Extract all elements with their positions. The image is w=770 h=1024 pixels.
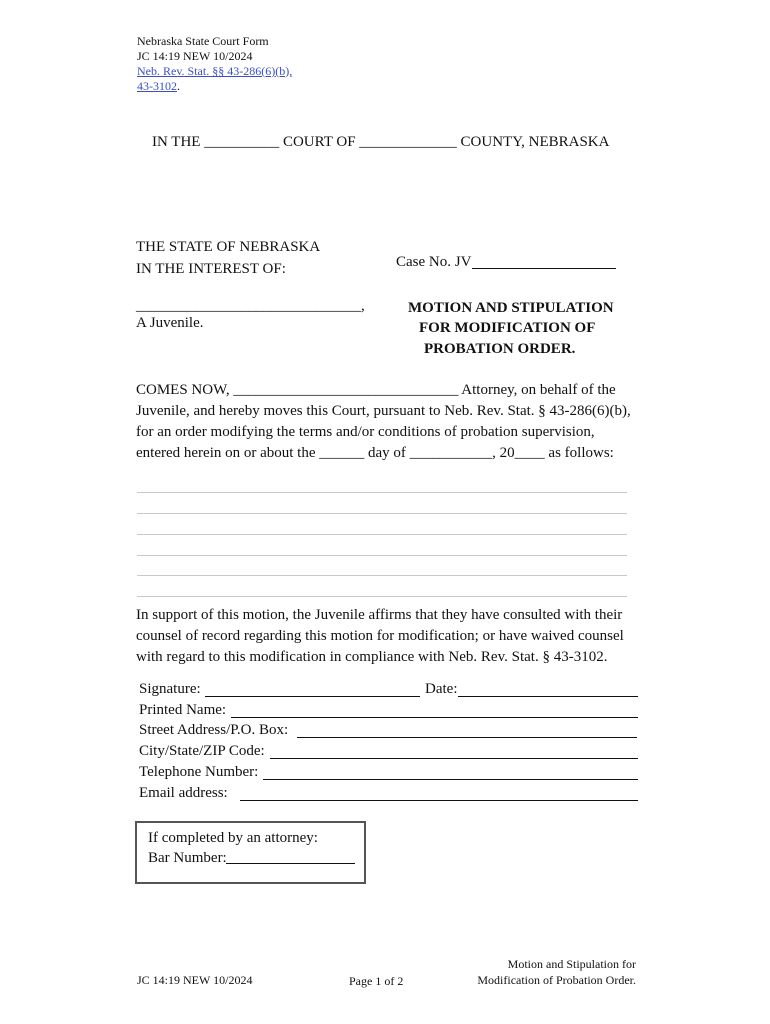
statute-link-text-2[interactable]: 43-3102 — [137, 79, 177, 93]
modification-line-4[interactable] — [137, 555, 627, 556]
footer-form-id: JC 14:19 NEW 10/2024 — [137, 973, 253, 987]
footer-page-number: Page 1 of 2 — [349, 974, 404, 988]
motion-text-line-4: entered herein on or about the ______ day of ___________, 20____ as follows: — [136, 445, 614, 461]
juvenile-label: A Juvenile. — [136, 315, 204, 331]
support-text-line-2: counsel of record regarding this motion for modification; or have waived counsel — [136, 628, 624, 644]
bar-number-line[interactable] — [226, 863, 355, 864]
footer-title-line-2: Modification of Probation Order. — [477, 973, 636, 987]
statute-link-2-row[interactable] — [137, 79, 180, 94]
caption-interest: IN THE INTEREST OF: — [136, 261, 286, 277]
modification-line-2[interactable] — [137, 513, 627, 514]
juvenile-name-blank[interactable]: ______________________________, — [136, 298, 365, 314]
motion-text-line-2: Juvenile, and hereby moves this Court, pursuant to Neb. Rev. Stat. § 43-286(6)(b), — [136, 403, 631, 419]
printed-name-label: Printed Name: — [139, 702, 227, 718]
signature-label: Signature: — [139, 681, 201, 697]
support-text-line-1: In support of this motion, the Juvenile affirms that they have consulted with their — [136, 607, 623, 623]
modification-line-5[interactable] — [137, 575, 627, 576]
modification-line-1[interactable] — [137, 492, 627, 493]
date-line[interactable] — [458, 696, 638, 697]
street-address-label: Street Address/P.O. Box: — [139, 722, 289, 738]
motion-text-line-1: COMES NOW, ______________________________ Attorney, on behalf of the — [136, 382, 616, 398]
telephone-label: Telephone Number: — [139, 764, 259, 780]
email-label: Email address: — [139, 785, 228, 801]
attorney-box-heading: If completed by an attorney: — [148, 830, 318, 846]
title-line-2: FOR MODIFICATION OF — [419, 320, 596, 336]
case-number-label: Case No. JV — [396, 254, 472, 270]
title-line-1: MOTION AND STIPULATION — [408, 300, 614, 316]
printed-name-line[interactable] — [231, 717, 638, 718]
telephone-line[interactable] — [263, 779, 638, 780]
date-label: Date: — [425, 681, 458, 697]
city-state-zip-label: City/State/ZIP Code: — [139, 743, 265, 759]
form-header-court-form: Nebraska State Court Form — [137, 34, 269, 48]
title-line-3: PROBATION ORDER. — [424, 341, 576, 357]
case-number-line[interactable] — [472, 268, 616, 269]
motion-text-line-3: for an order modifying the terms and/or conditions of probation supervision, — [136, 424, 595, 440]
street-address-line[interactable] — [297, 737, 637, 738]
statute-link-text-1[interactable]: Neb. Rev. Stat. §§ 43-286(6)(b), — [137, 64, 293, 78]
bar-number-label: Bar Number: — [148, 850, 227, 866]
statute-suffix: . — [177, 79, 180, 93]
support-text-line-3: with regard to this modification in compliance with Neb. Rev. Stat. § 43-3102. — [136, 649, 608, 665]
city-state-zip-line[interactable] — [270, 758, 638, 759]
signature-line[interactable] — [205, 696, 420, 697]
court-line: IN THE __________ COURT OF _____________ COUNTY, NEBRASKA — [152, 134, 610, 150]
email-line[interactable] — [240, 800, 638, 801]
modification-line-6[interactable] — [137, 596, 627, 597]
caption-state: THE STATE OF NEBRASKA — [136, 239, 321, 255]
footer-title-line-1: Motion and Stipulation for — [507, 957, 636, 971]
statute-link-1[interactable] — [137, 64, 292, 79]
form-header-id: JC 14:19 NEW 10/2024 — [137, 49, 253, 63]
modification-line-3[interactable] — [137, 534, 627, 535]
